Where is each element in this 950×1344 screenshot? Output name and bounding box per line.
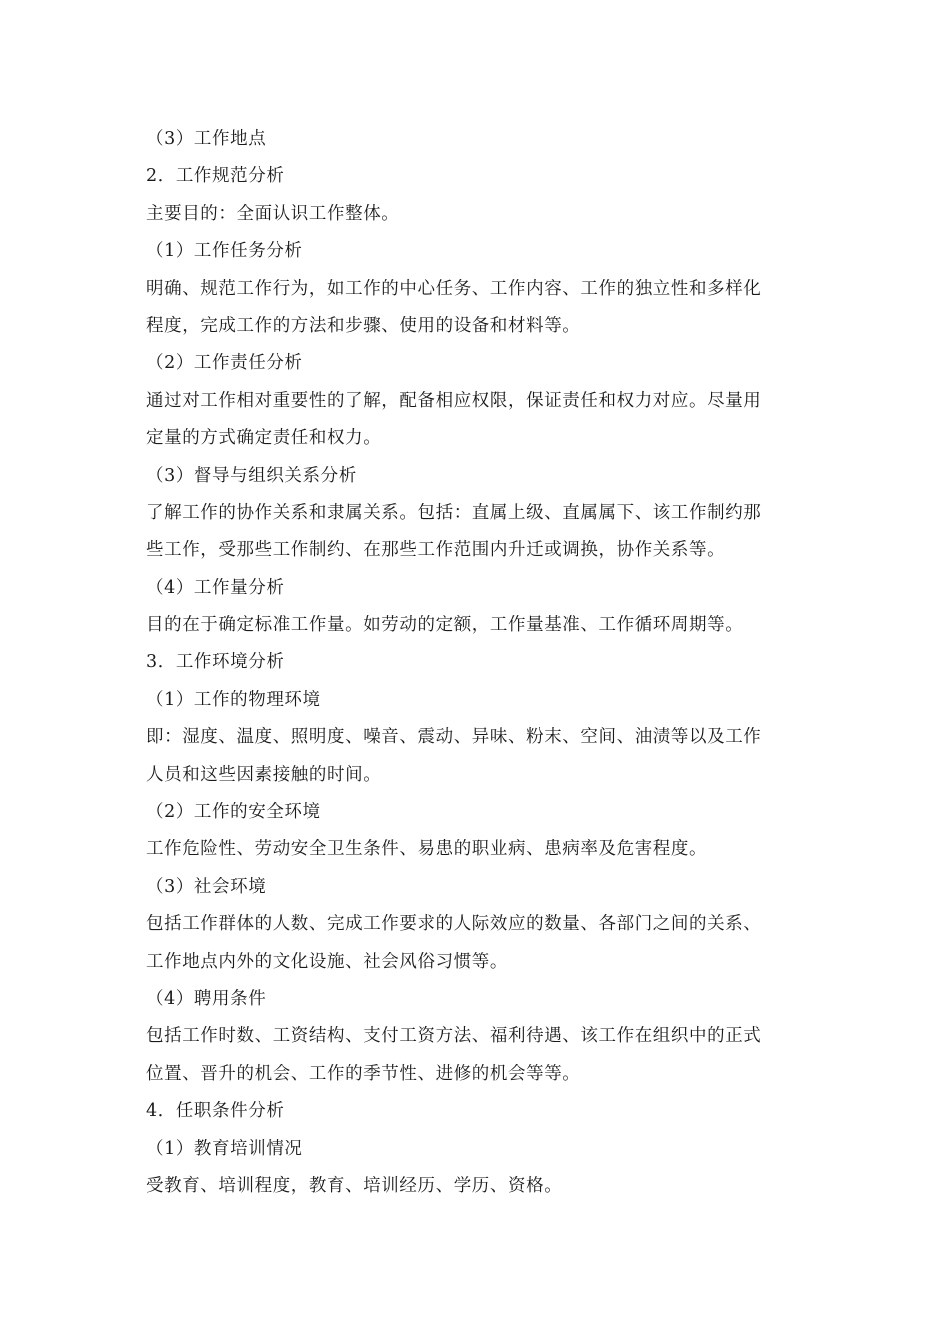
paragraph-line: 程度，完成工作的方法和步骤、使用的设备和材料等。	[146, 315, 581, 336]
paragraph-line: 目的在于确定标准工作量。如劳动的定额，工作量基准、工作循环周期等。	[146, 615, 744, 636]
subheading-work-location: （3）工作地点	[146, 129, 267, 149]
paragraph-line: 人员和这些因素接触的时间。	[146, 764, 382, 785]
paragraph-line: 工作地点内外的文化设施、社会风俗习惯等。	[146, 951, 508, 972]
subheading-task-analysis: （1）工作任务分析	[146, 241, 303, 262]
paragraph-line: 位置、晋升的机会、工作的季节性、进修的机会等等。	[146, 1063, 581, 1084]
subheading-employment-conditions: （4）聘用条件	[146, 988, 267, 1009]
paragraph-line: 主要目的：全面认识工作整体。	[146, 203, 400, 224]
paragraph-line: 定量的方式确定责任和权力。	[146, 428, 382, 449]
section-heading-work-environment: 3．工作环境分析	[146, 652, 285, 673]
section-heading-qualification-analysis: 4．任职条件分析	[146, 1101, 285, 1122]
paragraph-line: 通过对工作相对重要性的了解，配备相应权限，保证责任和权力对应。尽量用	[146, 390, 762, 411]
paragraph-line: 即：湿度、温度、照明度、噪音、震动、异味、粉末、空间、油渍等以及工作	[146, 727, 762, 748]
subheading-safety-environment: （2）工作的安全环境	[146, 802, 321, 823]
paragraph-line: 明确、规范工作行为，如工作的中心任务、工作内容、工作的独立性和多样化	[146, 278, 762, 299]
subheading-responsibility-analysis: （2）工作责任分析	[146, 353, 303, 374]
paragraph-line: 受教育、培训程度，教育、培训经历、学历、资格。	[146, 1175, 563, 1196]
subheading-education-training: （1）教育培训情况	[146, 1138, 303, 1159]
subheading-workload-analysis: （4）工作量分析	[146, 577, 285, 598]
subheading-social-environment: （3）社会环境	[146, 876, 267, 897]
subheading-supervision-analysis: （3）督导与组织关系分析	[146, 465, 357, 486]
subheading-physical-environment: （1）工作的物理环境	[146, 689, 321, 710]
section-heading-job-specification: 2．工作规范分析	[146, 166, 285, 187]
paragraph-line: 包括工作群体的人数、完成工作要求的人际效应的数量、各部门之间的关系、	[146, 914, 762, 935]
paragraph-line: 工作危险性、劳动安全卫生条件、易患的职业病、患病率及危害程度。	[146, 839, 708, 860]
paragraph-line: 些工作，受那些工作制约、在那些工作范围内升迁或调换，协作关系等。	[146, 540, 726, 561]
document-body	[146, 121, 806, 1205]
paragraph-line: 了解工作的协作关系和隶属关系。包括：直属上级、直属属下、该工作制约那	[146, 502, 762, 523]
paragraph-line: 包括工作时数、工资结构、支付工资方法、福利待遇、该工作在组织中的正式	[146, 1026, 762, 1047]
